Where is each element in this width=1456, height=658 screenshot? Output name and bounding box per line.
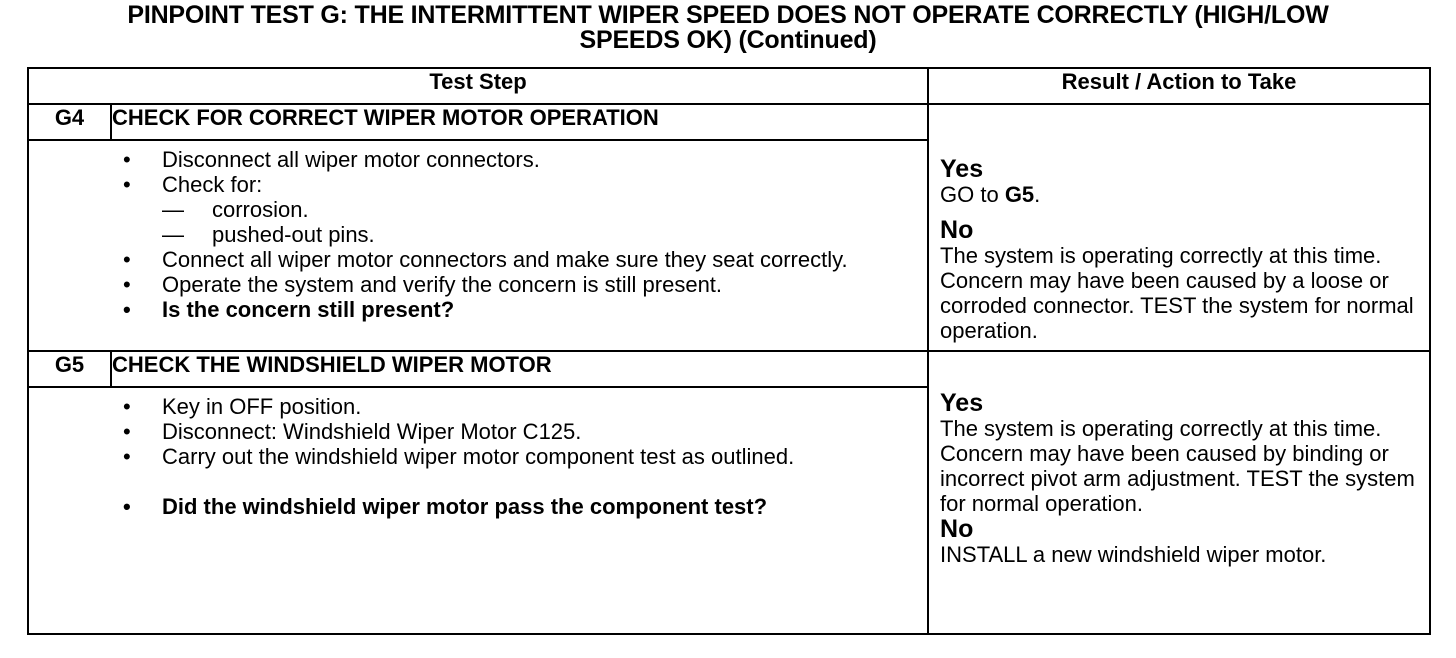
no-label: No [940, 216, 974, 244]
step-g4-title-row [28, 104, 1430, 140]
list-item: • Carry out the windshield wiper motor component test as outlined. [123, 444, 795, 469]
step-g4-result [928, 104, 1430, 351]
title-line-2: SPEEDS OK) (Continued) [579, 26, 877, 54]
no-action: INSTALL a new windshield wiper motor. [940, 542, 1327, 567]
step-title: CHECK FOR CORRECT WIPER MOTOR OPERATION [111, 104, 928, 140]
yes-action: The system is operating correctly at this time. Concern may have been caused by binding or incorrect pivot arm adjustment. TEST the system for normal operation. [940, 416, 1415, 516]
step-id: G4 [28, 104, 111, 140]
list-subitem: — corrosion. [162, 197, 309, 222]
list-item: • Operate the system and verify the concern is still present. [123, 272, 723, 297]
yes-action: GO to G5. [940, 182, 1041, 207]
test-step-header: Test Step [28, 68, 928, 104]
step-g5-title-row [28, 351, 1430, 387]
step-g5-instructions [28, 387, 928, 634]
list-item: • Connect all wiper motor connectors and make sure they seat correctly. [123, 247, 848, 272]
step-title: CHECK THE WINDSHIELD WIPER MOTOR [111, 351, 928, 387]
question-item: • Is the concern still present? [123, 297, 455, 322]
list-item: • Check for: [123, 172, 263, 197]
no-action: The system is operating correctly at this time. Concern may have been caused by a loose or corroded connector. TEST the system for normal operation. [940, 243, 1414, 343]
yes-label: Yes [940, 155, 984, 183]
title-line-1: PINPOINT TEST G: THE INTERMITTENT WIPER SPEED DOES NOT OPERATE CORRECTLY (HIGH/LOW [127, 1, 1329, 29]
step-g5-result [928, 351, 1430, 634]
list-item: • Key in OFF position. [123, 394, 362, 419]
list-subitem: — pushed-out pins. [162, 222, 375, 247]
question-item: • Did the windshield wiper motor pass the component test? [123, 494, 768, 519]
yes-label: Yes [940, 389, 984, 417]
step-g4-instructions [28, 140, 928, 351]
header-row [28, 68, 1430, 104]
list-item: • Disconnect: Windshield Wiper Motor C125. [123, 419, 582, 444]
step-reference-link[interactable]: G5 [1004, 182, 1035, 207]
result-header: Result / Action to Take [928, 68, 1430, 104]
list-item: • Disconnect all wiper motor connectors. [123, 147, 540, 172]
step-id: G5 [28, 351, 111, 387]
no-label: No [940, 515, 974, 543]
pinpoint-test-table [27, 67, 1431, 635]
page-title [0, 3, 1456, 53]
